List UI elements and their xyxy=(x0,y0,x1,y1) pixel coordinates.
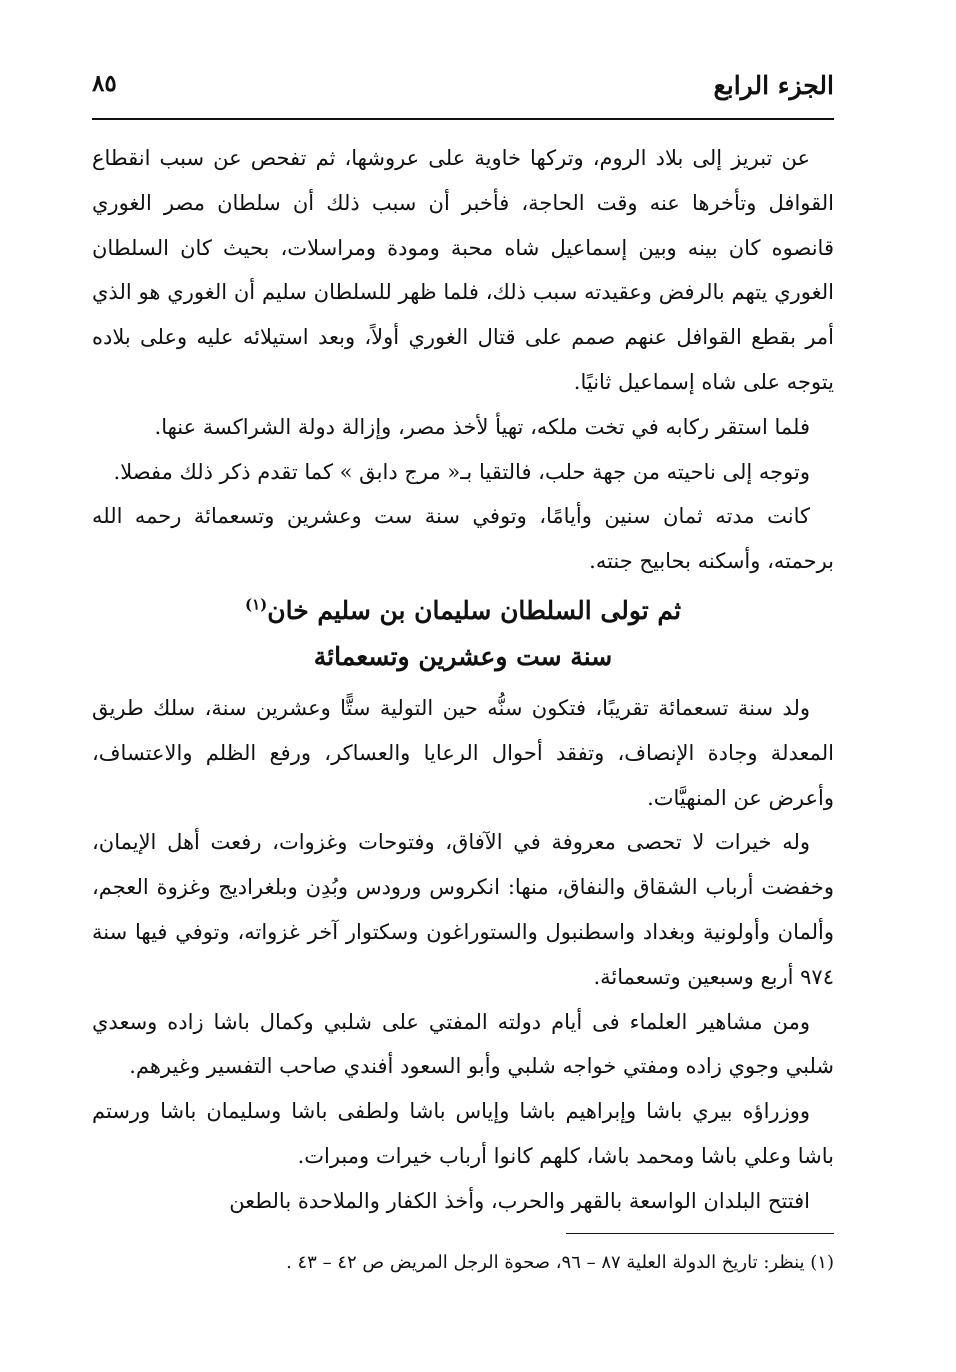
paragraph: ومن مشاهير العلماء فى أيام دولته المفتي على شلبي وكمال باشا زاده وسعدي شلبي وجوي زاده ومفتي خواجه شلبي وأبو السعود أفندي صاحب التفسير وغيرهم. xyxy=(92,1009,834,1079)
section-title-line-1 xyxy=(92,588,834,634)
paragraph: ووزراؤه بيري باشا وإبراهيم باشا وإياس باشا ولطفى باشا وسليمان باشا ورستم باشا وعلي باشا ومحمد باشا، كلهم كانوا أرباب خيرات ومبرات. xyxy=(92,1099,834,1168)
footnote-marker: (١) xyxy=(244,595,268,614)
page-header xyxy=(92,62,834,116)
paragraph: عن تبريز إلى بلاد الروم، وتركها خاوية على عروشها، ثم تفحص عن سبب انقطاع القوافل وتأخرها عنه وقت الحاجة، فأخبر أن سبب ذلك أن سلطان مصر الغوري قانصوه كان بينه وبين إسماعيل شاه محبة ومودة ومراسلات، بحيث كان السلطان الغوري يتهم بالرفض وعقيدته سبب ذلك، فلما ظهر للسلطان سليم أن الغوري هو الذي أمر بقطع القوافل عنهم صمم على قتال الغوري أولاً، وبعد استيلائه عليه وعلى بلاده يتوجه على شاه إسماعيل ثانيًا. xyxy=(92,146,834,394)
paragraph: وتوجه إلى ناحيته من جهة حلب، فالتقيا بـ« مرج دابق » كما تقدم ذكر ذلك مفصلا. xyxy=(113,459,810,484)
section-title-line-2: سنة ست وعشرين وتسعمائة xyxy=(313,641,613,671)
paragraph: كانت مدته ثمان سنين وأيامًا، وتوفي سنة ست وعشرين وتسعمائة رحمه الله برحمته، وأسكنه بحابيح جنته. xyxy=(92,504,834,574)
footnote-rule xyxy=(566,1233,834,1234)
paragraph: افتتح البلدان الواسعة بالقهر والحرب، وأخذ الكفار والملاحدة بالطعن xyxy=(229,1188,810,1213)
body-text xyxy=(92,136,834,1224)
running-title: الجزء الرابع xyxy=(713,71,834,100)
footnote: (١) ينظر: تاريخ الدولة العلية ٨٧ – ٩٦، صحوة الرجل المريض ص ٤٢ – ٤٣ . xyxy=(286,1252,834,1273)
header-rule xyxy=(92,118,834,120)
paragraph: فلما استقر ركابه في تخت ملكه، تهيأ لأخذ مصر، وإزالة دولة الشراكسة عنها. xyxy=(154,414,810,439)
paragraph: وله خيرات لا تحصى معروفة في الآفاق، وفتوحات وغزوات، رفعت أهل الإيمان، وخفضت أرباب الشقاق والنفاق، منها: انكروس ورودس وبُدِن وبلغراديج وغزوة العجم، وألمان وأولونية وبغداد واسطنبول والستوراغون وسكتوار آخر غزواته، وتوفي فيها سنة ٩٧٤ أربع وسبعين وتسعمائة. xyxy=(92,830,834,989)
section-title xyxy=(92,584,834,686)
paragraph: ولد سنة تسعمائة تقريبًا، فتكون سنُّه حين التولية ستًّا وعشرين سنة، سلك طريق المعدلة وجادة الإنصاف، وتفقد أحوال الرعايا والعساكر، ورفع الظلم والاعتساف، وأعرض عن المنهيَّات. xyxy=(92,695,834,810)
section-title-text: ثم تولى السلطان سليمان بن سليم خان xyxy=(267,595,682,625)
page-number: ٨٥ xyxy=(92,70,117,97)
